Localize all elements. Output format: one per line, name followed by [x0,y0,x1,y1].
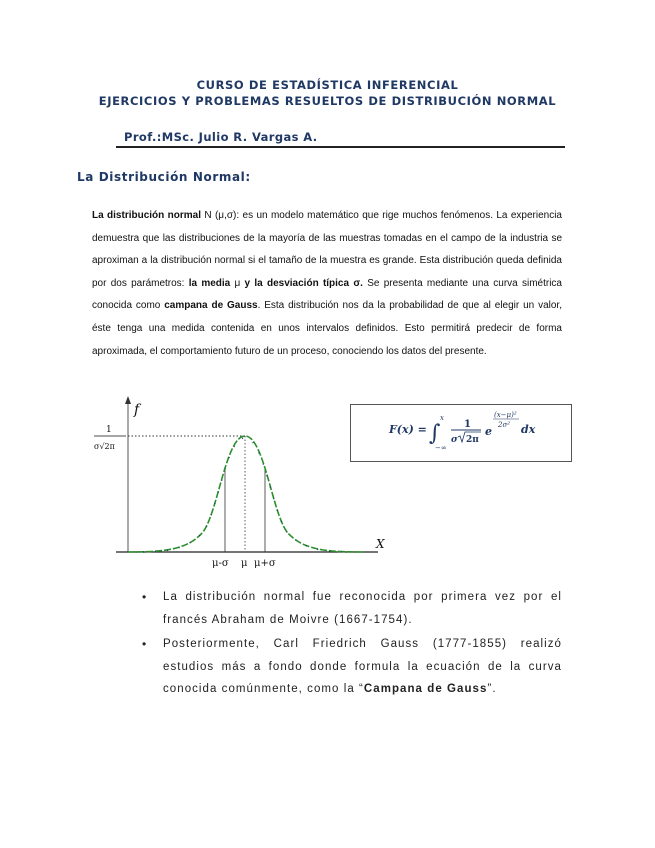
fraction-den-sqrt: 2π [466,435,479,445]
fraction-den-sigma: σ [451,435,458,445]
integral-lower-limit: −∞ [435,444,447,452]
term-campana: campana de Gauss [164,300,258,312]
peak-numerator: 1 [106,425,112,435]
term-media: la media [188,277,231,289]
bullet-marker: • [142,637,148,651]
exponent-base: e [485,425,492,438]
course-title: CURSO DE ESTADÍSTICA INFERENCIAL [196,78,459,92]
section-title: La Distribución Normal: [77,170,251,184]
normal-curve [128,436,363,552]
intro-text-3: . Esta distribución nos da la probabilidad de que al elegir un valor, éste tenga una medida contenida en unos intervalos definidos. Esto permitirá predecir de forma aproximada, el comportamiento futuro de un proceso, conociendo los datos del presente. [92,300,562,357]
sigma-symbol: σ. [349,277,363,289]
document-subtitle: EJERCICIOS Y PROBLEMAS RESUELTOS DE DISTRIBUCIÓN NORMAL [98,94,557,108]
integral-upper-limit: x [440,414,444,422]
author-line: Prof.:MSc. Julio R. Vargas A. [124,130,318,144]
integral-sign: ∫ [429,421,441,446]
exponent-denominator: 2σ² [498,421,511,429]
bullet-list [142,586,562,703]
term-normal: La distribución normal [92,210,201,221]
header-divider [116,146,565,148]
list-item [142,633,562,701]
bullet-text-1: La distribución normal fue reconocida por primera vez por el francés Abraham de Moivre (1667-1754). [163,591,562,626]
normal-curve-data-points [143,438,348,552]
y-axis-label: f [134,402,140,418]
intro-paragraph [92,205,562,363]
cdf-formula-box [350,404,572,462]
term-desviacion: la desviación típica [250,277,350,289]
exponent-numerator: (x−μ)² [494,411,517,419]
intro-text-1: N (μ,σ): es un modelo matemático que rige muchos fenómenos. La experiencia demuestra que las distribuciones de la mayoría de las muestras tomadas en el campo de la industria se aproximan a la distribución normal si el tamaño de la muestra es grande. Esta distribución queda definida por dos parámetros: [92,210,562,289]
list-item [142,586,562,631]
tick-mu-minus-sigma: μ-σ [212,558,229,569]
mu-symbol: μ [230,277,245,289]
tick-mu-plus-sigma: μ+σ [254,558,276,569]
bullet-text-2: Posteriormente, Carl Friedrich Gauss (1777-1855) realizó estudios más a fondo donde formula la ecuación de la curva conocida comúnmente, como la “ [163,638,562,695]
tick-mu: μ [241,558,248,569]
bullet-text-2-end: ”. [487,683,497,695]
fraction-numerator: 1 [464,419,471,430]
conj-y: y [244,277,251,289]
formula-lhs: F(x) = [389,423,427,436]
campana-de-gauss-term: Campana de Gauss [363,683,488,695]
formula-dx: dx [521,423,536,436]
bullet-marker: • [142,590,148,604]
document-header [0,77,655,109]
y-axis-arrow-icon [125,396,131,404]
intro-text-2: Se presenta mediante una curva simétrica conocida como [92,277,562,312]
x-axis-label: X [376,537,385,551]
cdf-formula [351,405,571,461]
peak-denominator: σ√2π [94,442,115,451]
